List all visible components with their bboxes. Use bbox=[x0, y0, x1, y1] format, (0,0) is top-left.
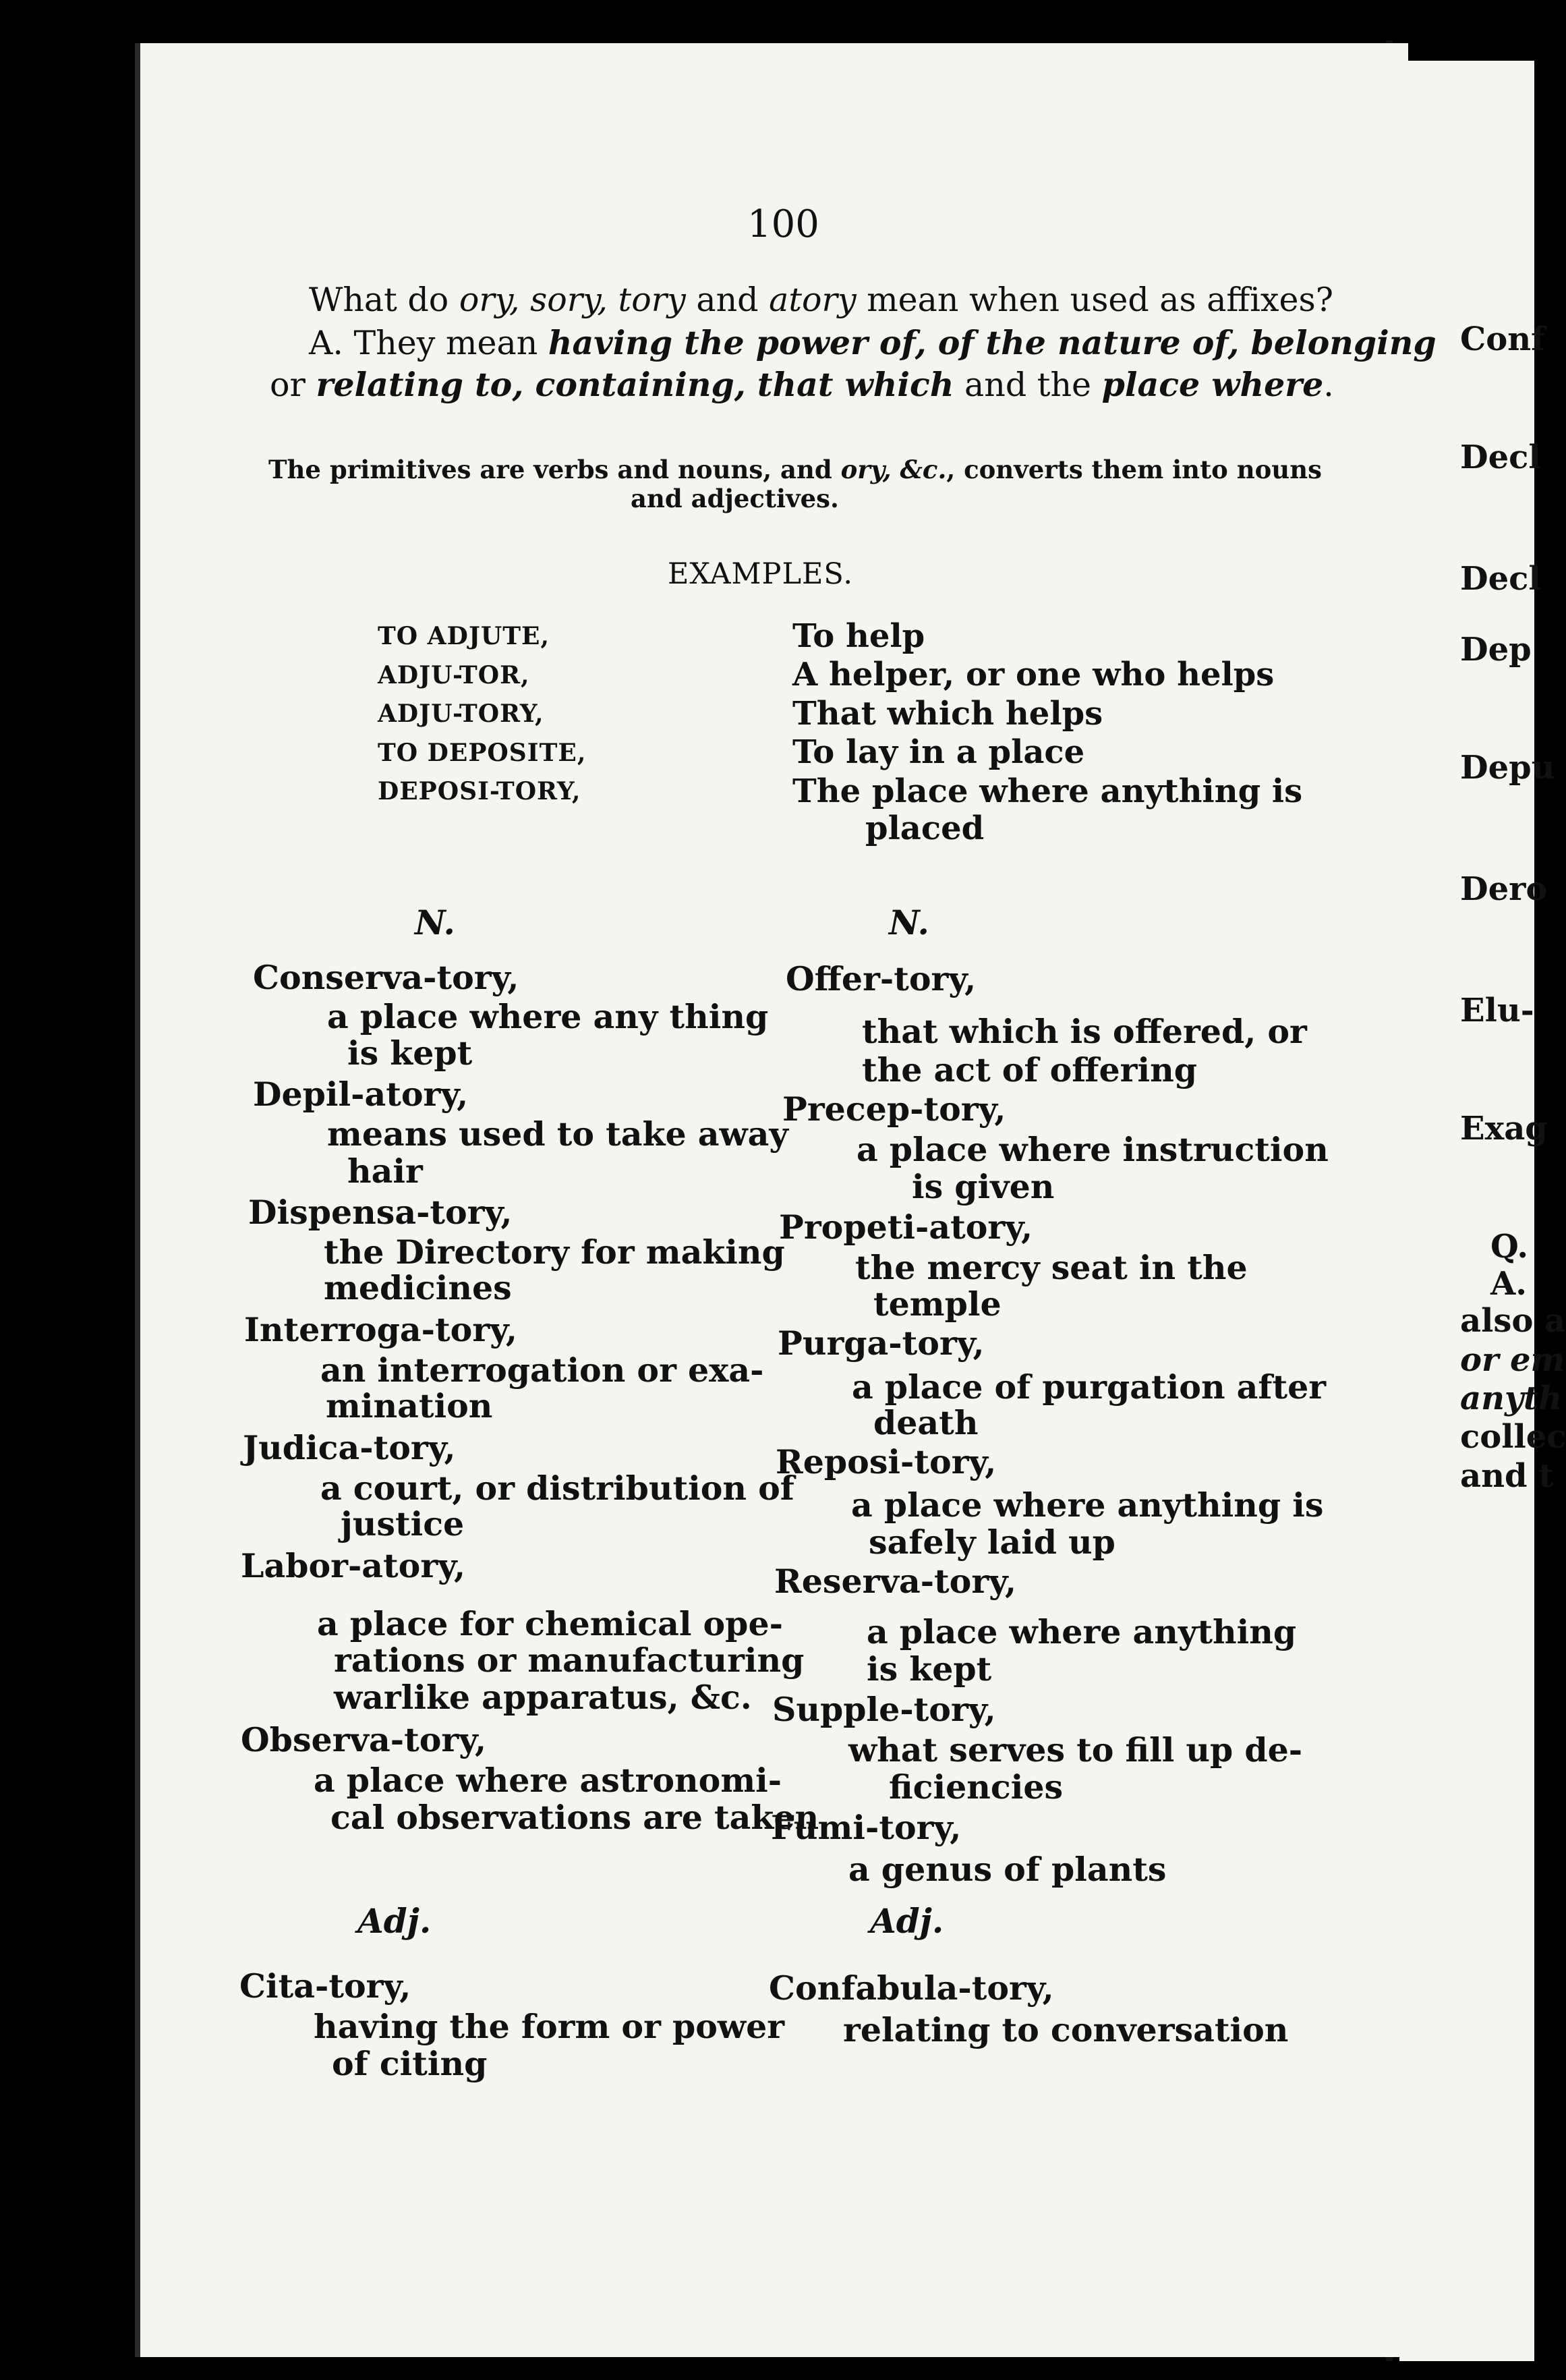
entry-word: Propeti-atory, bbox=[779, 1208, 1033, 1247]
example-term: ADJU-TOR, bbox=[378, 661, 530, 689]
entry-definition: a place where astronomi- bbox=[314, 1761, 782, 1800]
nouns-header-left: N. bbox=[415, 903, 455, 942]
question-emphasis: ory, sory, tory bbox=[459, 281, 686, 319]
question-text: What do bbox=[309, 281, 459, 319]
examples-heading: EXAMPLES. bbox=[668, 557, 854, 591]
entry-definition: is given bbox=[912, 1167, 1055, 1206]
example-meaning: To help bbox=[792, 617, 925, 655]
entry-word: Conserva-tory, bbox=[253, 958, 519, 997]
answer-text: A. They mean bbox=[309, 324, 548, 362]
entry-word: Judica-tory, bbox=[243, 1428, 456, 1467]
facing-page-fragment: and t bbox=[1460, 1457, 1554, 1495]
entry-definition: hair bbox=[347, 1152, 423, 1191]
entry-definition: ficiencies bbox=[889, 1767, 1064, 1807]
entry-definition: a place where anything bbox=[867, 1612, 1297, 1651]
entry-definition: a place for chemical ope- bbox=[317, 1604, 783, 1643]
example-term: DEPOSI-TORY, bbox=[378, 777, 581, 805]
facing-page-fragment: anyth bbox=[1460, 1380, 1562, 1417]
entry-word: Purga-tory, bbox=[778, 1324, 985, 1363]
entry-definition: a place where instruction bbox=[857, 1130, 1329, 1169]
question-line bbox=[309, 280, 1333, 320]
note-emphasis: ory, &c. bbox=[840, 455, 947, 484]
facing-page-fragment: also a bbox=[1460, 1302, 1566, 1340]
answer-text: and the bbox=[954, 366, 1102, 404]
facing-page-fragment: Depu bbox=[1460, 749, 1555, 787]
answer-emphasis: having the power of, of the nature of, belonging bbox=[548, 323, 1437, 362]
entry-definition: of citing bbox=[332, 2044, 488, 2083]
answer-text: or bbox=[270, 366, 316, 404]
entry-definition: a place where anything is bbox=[851, 1485, 1324, 1525]
entry-definition: safely laid up bbox=[869, 1523, 1115, 1562]
entry-definition: that which is offered, or bbox=[862, 1012, 1307, 1051]
entry-word: Dispensa-tory, bbox=[248, 1193, 513, 1232]
entry-definition: temple bbox=[873, 1284, 1002, 1324]
entry-word: Reserva-tory, bbox=[774, 1562, 1017, 1601]
entry-definition: a place where any thing bbox=[327, 997, 769, 1036]
entry-definition: death bbox=[873, 1403, 979, 1442]
entry-definition: a place of purgation after bbox=[852, 1367, 1327, 1407]
note-line: and adjectives. bbox=[631, 484, 839, 513]
entry-definition: mination bbox=[326, 1386, 493, 1425]
example-meaning: To lay in a place bbox=[792, 733, 1085, 771]
note-text: , converts them into nouns bbox=[946, 455, 1322, 484]
entry-word: Precep-tory, bbox=[782, 1089, 1006, 1129]
answer-emphasis: place where bbox=[1101, 365, 1324, 404]
facing-page-fragment: A. bbox=[1490, 1265, 1527, 1303]
entry-word: Confabula-tory, bbox=[769, 1968, 1054, 2008]
facing-page-fragment: Q. bbox=[1490, 1228, 1529, 1266]
facing-page-fragment: Decl bbox=[1460, 560, 1541, 598]
entry-definition: the act of offering bbox=[862, 1050, 1197, 1089]
example-meaning: The place where anything is bbox=[792, 772, 1303, 810]
entry-definition: the mercy seat in the bbox=[855, 1248, 1248, 1287]
entry-word: Fumi-tory, bbox=[771, 1808, 962, 1847]
adjectives-header-right: Adj. bbox=[870, 1901, 944, 1941]
note-line bbox=[268, 455, 1322, 484]
entry-definition: justice bbox=[341, 1504, 465, 1543]
example-term: ADJU-TORY, bbox=[378, 700, 544, 728]
adjectives-header-left: Adj. bbox=[357, 1901, 432, 1941]
facing-page-fragment: Decl bbox=[1460, 438, 1541, 476]
facing-page-fragment: Elu- bbox=[1460, 992, 1534, 1029]
entry-word: Cita-tory, bbox=[239, 1966, 411, 2006]
entry-word: Offer-tory, bbox=[786, 959, 977, 998]
entry-definition: an interrogation or exa- bbox=[320, 1351, 764, 1390]
answer-emphasis: relating to, containing, that which bbox=[316, 365, 954, 404]
entry-definition: having the form or power bbox=[314, 2007, 785, 2046]
entry-definition: medicines bbox=[324, 1268, 512, 1307]
entry-definition: rations or manufacturing bbox=[334, 1641, 805, 1680]
entry-definition: is kept bbox=[867, 1649, 992, 1689]
entry-definition: is kept bbox=[347, 1033, 473, 1073]
entry-definition: relating to conversation bbox=[843, 2010, 1289, 2049]
entry-word: Labor-atory, bbox=[241, 1546, 466, 1585]
facing-page-edge bbox=[1399, 61, 1566, 2361]
facing-page-fragment: Dep bbox=[1460, 631, 1532, 669]
answer-line bbox=[270, 364, 1334, 405]
entry-definition: a court, or distribution of bbox=[320, 1469, 794, 1508]
example-meaning: That which helps bbox=[792, 695, 1103, 733]
answer-text: . bbox=[1323, 366, 1334, 404]
entry-definition: what serves to fill up de- bbox=[848, 1730, 1303, 1769]
page-number: 100 bbox=[747, 202, 819, 246]
facing-page-fragment: Dero bbox=[1460, 870, 1548, 908]
facing-page-fragment: collec bbox=[1460, 1418, 1566, 1456]
entry-word: Supple-tory, bbox=[772, 1690, 996, 1729]
entry-word: Observa-tory, bbox=[241, 1720, 487, 1759]
facing-page-fragment: or em bbox=[1460, 1341, 1565, 1379]
example-term: TO ADJUTE, bbox=[378, 622, 550, 650]
nouns-header-right: N. bbox=[889, 903, 929, 942]
facing-page-fragment: Conf bbox=[1460, 320, 1545, 358]
entry-word: Depil-atory, bbox=[253, 1075, 469, 1114]
question-text: mean when used as affixes? bbox=[856, 281, 1333, 319]
question-emphasis: atory bbox=[769, 281, 857, 319]
question-text: and bbox=[685, 281, 770, 319]
entry-definition: a genus of plants bbox=[848, 1850, 1167, 1889]
example-term: TO DEPOSITE, bbox=[378, 739, 587, 767]
entry-definition: cal observations are taken bbox=[330, 1798, 819, 1837]
note-text: The primitives are verbs and nouns, and bbox=[268, 455, 841, 484]
entry-definition: the Directory for making bbox=[324, 1232, 785, 1272]
entry-definition: warlike apparatus, &c. bbox=[334, 1678, 752, 1717]
entry-definition: means used to take away bbox=[327, 1114, 788, 1154]
example-meaning: A helper, or one who helps bbox=[792, 656, 1275, 693]
answer-line bbox=[309, 322, 1437, 364]
example-meaning-cont: placed bbox=[865, 810, 985, 847]
facing-page-fragment: Exag bbox=[1460, 1110, 1548, 1148]
entry-word: Interroga-tory, bbox=[244, 1310, 517, 1349]
entry-word: Reposi-tory, bbox=[776, 1442, 997, 1481]
